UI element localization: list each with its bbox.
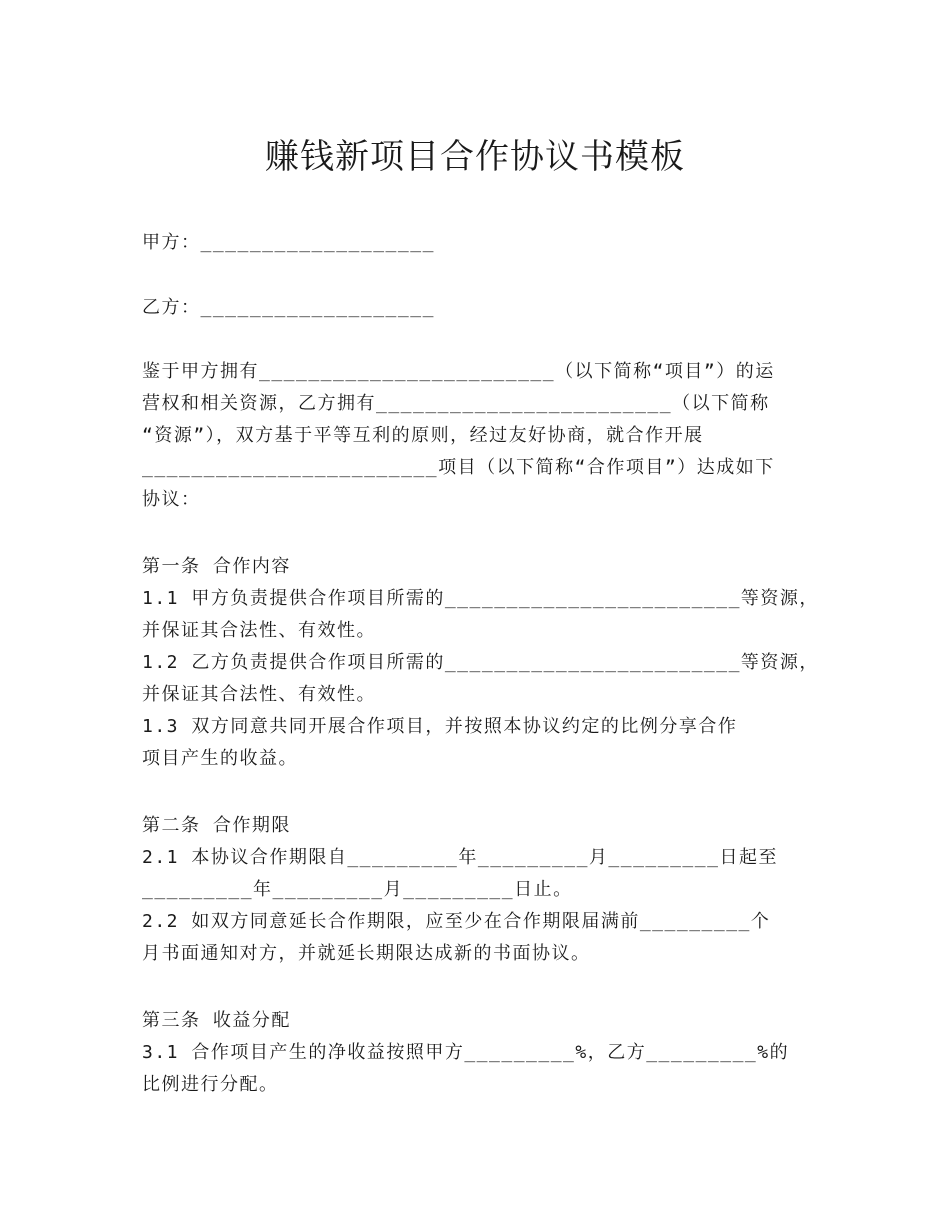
party-b-line: 乙方：___________________ (142, 297, 435, 318)
party-a-block (142, 227, 842, 259)
article-2-line: 2.2 如双方同意延长合作期限，应至少在合作期限届满前_________个 (142, 911, 771, 932)
article-1-line: 1.3 双方同意共同开展合作项目，并按照本协议约定的比例分享合作 (142, 716, 738, 737)
preamble-line: ________________________项目（以下简称“合作项目”）达成如下 (142, 457, 775, 478)
document-title: 赚钱新项目合作协议书模板 (265, 137, 685, 177)
article-1-line: 并保证其合法性、有效性。 (142, 620, 376, 641)
article-2-line: 2.1 本协议合作期限自_________年_________月_________日起至 (142, 847, 778, 868)
article-3-line: 3.1 合作项目产生的净收益按照甲方_________%，乙方_________%的 (142, 1042, 790, 1063)
preamble-line: 协议： (142, 489, 201, 510)
party-b-block (142, 292, 842, 324)
article-1-line: 1.2 乙方负责提供合作项目所需的________________________等资源， (142, 652, 819, 673)
article-1-line: 项目产生的收益。 (142, 748, 298, 769)
preamble-line: 鉴于甲方拥有________________________（以下简称“项目”）的运 (142, 361, 775, 382)
article-2-line: _________年_________月_________日止。 (142, 879, 573, 900)
article-3-line: 比例进行分配。 (142, 1074, 279, 1095)
article-1-line: 并保证其合法性、有效性。 (142, 684, 376, 705)
article-1 (142, 551, 842, 775)
article-1-heading: 第一条 合作内容 (142, 556, 291, 577)
article-3 (142, 1005, 842, 1101)
article-3-heading: 第三条 收益分配 (142, 1010, 291, 1031)
preamble-line: 营权和相关资源，乙方拥有________________________（以下简称 (142, 393, 770, 414)
preamble-paragraph (142, 356, 842, 516)
party-a-line: 甲方：___________________ (142, 232, 435, 253)
article-2-heading: 第二条 合作期限 (142, 815, 291, 836)
article-1-line: 1.1 甲方负责提供合作项目所需的________________________等资源， (142, 588, 819, 609)
article-2 (142, 810, 842, 970)
article-2-line: 月书面通知对方，并就延长期限达成新的书面协议。 (142, 943, 591, 964)
preamble-line: “资源”），双方基于平等互利的原则，经过友好协商，就合作开展 (142, 425, 704, 446)
